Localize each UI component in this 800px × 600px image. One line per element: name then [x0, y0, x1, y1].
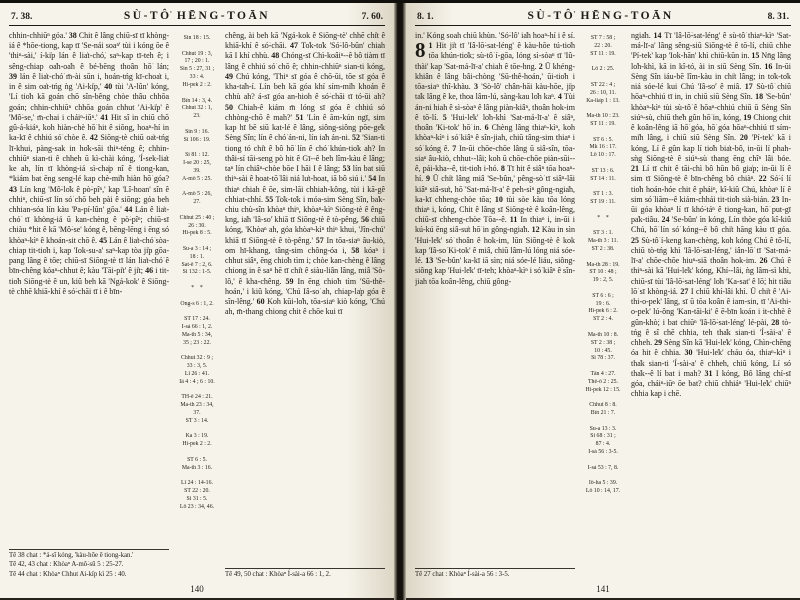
cross-reference: [174, 426, 220, 434]
cross-reference: ST 10 : 48 ;: [589, 269, 617, 276]
cross-reference: Sin 18 : 15.: [183, 35, 211, 41]
cross-reference: 19 : 6.: [595, 300, 611, 307]
verse-text: Chèng lâng thiaⁿ-kìⁿ, koh khòaⁿ-kìⁿ i só͘ kiâⁿ ê sîn-jiah, chiū tâng-sim thiaⁿ i só͘ kóng ê.: [415, 123, 575, 153]
cross-reference: [174, 207, 220, 215]
scripture-column-2: [631, 31, 791, 581]
cross-reference: [580, 183, 626, 191]
verse-text: i tit-tio̍h Siōng-tè ê un, kiû beh kā 'Ngá-kok' ê Siōng-tè chhē khiā-khí ê só͘-chāi tī i ê bīn-: [9, 266, 169, 296]
left-page: [0, 3, 394, 600]
cross-reference: 26 : 10, 11.: [589, 89, 617, 96]
cross-reference: Bîn 14 : 3, 4.: [181, 97, 213, 104]
verse-number: 18: [755, 92, 766, 102]
verse-number: 53: [342, 164, 353, 174]
cross-reference: [174, 473, 220, 481]
verse-number: 52: [352, 133, 363, 143]
cross-reference: Hi-pek 6 : 2.: [588, 308, 618, 315]
cross-reference: ST 2 : 4.: [593, 316, 613, 323]
verse-text: 'Sian-ti tiong tó chi̍t ê bô hō͘ lín ê chó͘ khún-tio̍k ah? In thâi-sí tāi-seng pò hit ê Gī--ê beh lîm-kàu ê lâng; taⁿ lín chiâⁿ-chòe bōe I hāi I ê lâng;: [225, 133, 385, 174]
cross-reference: Sin 5 : 27, 31 ;: [179, 66, 215, 73]
cross-reference: 87 : 4.: [595, 441, 611, 448]
footnote: Tē 49, 50 chat : Khòaⁿ Í-sài-a 66 : 1, 2.: [225, 571, 331, 579]
verse-number: 60: [256, 297, 268, 307]
cross-reference: Lō͘ 23 : 34, 46.: [179, 503, 215, 510]
verse-text: 'Se-bûn' khòaⁿ-kìⁿ tùi sù-tô͘ ê hōaⁿ-chhiú chiū ū Sèng Sîn siúⁿ-sù, chiū the̍h gûn hō͘ in, kóng,: [631, 92, 791, 122]
cross-reference: ST 11 : 19.: [590, 120, 616, 127]
verse-number: 28: [771, 317, 783, 327]
cross-reference: Iô-ha 5 : 39.: [588, 480, 618, 487]
cross-reference: [174, 43, 220, 51]
verse-text: Tī hit ê siâⁿ tōa hoaⁿ-hí.: [415, 164, 575, 184]
verse-text: Chú ê thiⁿ-sài kā 'Hui-le̍k' kóng, Khí--lâi, ǹg lâm-sì khì, chiū-sī tùi 'Iâ-lō͘-sat-léng' lo̍h 'Ka-sat' ê lō͘; hit tiâu lō͘ sī khòng-iá.: [631, 256, 791, 296]
cross-reference: Ma-th 5 : 34,: [181, 331, 213, 338]
cross-reference: [174, 121, 220, 129]
verse-number: 39: [9, 71, 20, 81]
verse-text: Sù-tô͘ í-keng kan-chèng, koh kóng Chú ê tō-lí, chiū tò-tńg khì 'Iâ-lō͘-sat-léng,' iân-lō͘ tī 'Sat-má-lī-a' chōe-chōe hiuⁿ-siā thoân hok-im.: [631, 235, 791, 266]
cross-reference: Si 31 : 5.: [186, 495, 208, 502]
footnote: Tē 27 chat : Khòaⁿ Í-sài-a 56 : 3-5.: [415, 571, 510, 579]
verse-text: Lí tī chit ê tāi-chì bô hūn bô gia̍p; in-ūi lí ê sim tī Siōng-tè ê bīn-chêng bô chiàⁿ.: [631, 164, 791, 184]
verse-number: 4: [557, 92, 564, 102]
page-number: 140: [190, 584, 204, 594]
page-body: [9, 31, 385, 581]
verse-text: 'Lín ê ām-kún ngī, sim kap hī bē siū kat-lé ê lâng, siông-siông pōe-ge̍k Sèng Sîn; lín ê chó͘ án-ni, lín ia̍h án-ni.: [225, 112, 385, 143]
verse-text: I chiū khí-lâi khì. Ū chi̍t ê 'Ai-thi-o-pek' lâng, sī ū tōa koân ê iam-sin, tī 'Ai-thi-o-pek' lú-ông 'Kan-tāi-ki' ê ē-bīn koán i it-chhè ê gûn-khò͘; i bat chiūⁿ 'Iâ-lō͘-sat-léng' lé-pài,: [631, 286, 791, 327]
cross-reference: A-mô͘ 5 : 25.: [182, 175, 212, 182]
cross-reference: [174, 277, 220, 285]
cross-reference: 26 : 30.: [188, 222, 206, 229]
header-verse-ref-right: 7. 60.: [361, 12, 383, 22]
cross-reference: ST 1 : 3.: [593, 191, 613, 198]
cross-reference: 33 : 3, 5.: [186, 363, 208, 370]
cross-reference: 10 : 45.: [594, 347, 612, 354]
verse-text: In-ūi Sèng Sîn iáu-bē lîm-kàu in chi̍t lâng; in to̍k-to̍k niá sóe-lé kui Chú 'Iâ-so͘' ê miâ.: [631, 61, 791, 92]
cross-reference: [174, 293, 220, 301]
cross-reference: Ma-th 28 : 19.: [586, 261, 620, 268]
cross-reference: Bîn 21 : 7.: [590, 410, 616, 416]
cross-reference: 19 : 2, 5.: [592, 277, 614, 284]
verse-text: 'Pí-tek' kā i kóng, Lí ê gûn kap lí tio̍h bia̍t-bô, in-ūi lí phah-sǹg Siōng-tè ê siúⁿ-sù thang ēng chîⁿ lâi bóe.: [631, 133, 791, 163]
cross-reference: [580, 254, 626, 262]
verse-text: Nn̄g lâng lo̍h-khì, kā in kî-tó, ài in siū Sèng Sîn.: [631, 51, 791, 71]
cross-reference: ST 19 : 11.: [590, 199, 616, 206]
verse-text: lán ê lia̍t-chó͘ m̄-ài sūn i, hoán-tńg kī-choa̍t i, in ê sim oa̍t-tńg ǹg 'Ai-ki̍p,': [9, 71, 169, 92]
cross-reference: 23.: [193, 113, 201, 120]
cross-reference: [580, 324, 626, 332]
cross-reference: [174, 183, 220, 191]
verse-text: tò-tńg ê sî chē chhia, teh tha̍k sian-ti 'Í-sài-a' ê chheh.: [631, 317, 791, 348]
header-verse-ref-left: 7. 38.: [11, 12, 33, 22]
verse-text: chêng, ài beh kā 'Ngá-kok ê Siōng-tè' chhē chi̍t ê khiā-khí ê só͘-chāi.: [225, 31, 385, 51]
verse-text: In-ūi chōe-chōe lâng ū siâ-sîn, tōa-siaⁿ âu-kiò, chhut--lâi; koh ū chōe-chōe piàn-sūi--ê, pái-kha--ê, tit-tio̍h i-hó.: [415, 143, 575, 174]
verse-text: Ū chi̍t lâng miâ 'Se-bûn,' pêng-sò͘ tī siâⁿ-lāi kiâⁿ siâ-su̍t, hō͘ 'Sat-má-lī-a' ê peh-sìⁿ gông-ngia̍h, ka-kī chheng-chòe tōa;: [415, 174, 575, 204]
cross-reference: Sat-ē 7 : 2, 6.: [181, 261, 213, 268]
cross-reference: [174, 348, 220, 356]
cross-reference: ST 13 : 6.: [591, 167, 615, 174]
cross-reference: Ka-lia̍p 1 : 13.: [586, 97, 620, 104]
verse-number: 24: [661, 215, 672, 225]
cross-reference: Í-sà 56 : 3-5.: [588, 449, 618, 456]
cross-reference: ST 17 : 24.: [184, 316, 210, 323]
verse-text: In tōa-siaⁿ âu-kiò, om hī-khang, tâng-sim chông-óa i,: [225, 235, 385, 255]
cross-reference: Thê-ō 2 : 25.: [588, 378, 618, 385]
verse-text: kóaⁿ i chhut siâⁿ, ēng chio̍h tìm i; chòe kan-chèng ê lâng chiong in ê saⁿ hē tī chi̍t ê siàu-liân lâng, miâ 'Sò-lô,' ê kha-chêng.: [225, 245, 385, 286]
cross-reference: ST 11 : 19.: [590, 50, 616, 57]
verse-number: 47: [289, 41, 302, 51]
verse-text: In ēng chio̍h tìm 'Sū-thê-hoán,' i kiû kóng, 'Chú Iâ-so͘ ah, chiap-la̍p góa ê sîn-lêng.': [225, 276, 385, 307]
verse-text: Lín kng 'Mô͘-lo̍k ê pò͘-pîⁿ,' kap 'Lî-hoan' sîn ê chhiⁿ, chiū-sī lín só͘ chō beh pài ê siōng; góa beh chhian-sóa lín kàu 'Pa-pí-lûn' gōa.': [9, 184, 169, 214]
header-verse-ref-left: 8. 1.: [417, 12, 434, 22]
cross-reference: 22 : 20.: [594, 42, 612, 49]
cross-reference: [580, 285, 626, 293]
verse-text: Kàu in sìn 'Hui-le̍k' só͘ thoân ê hok-im, lūn Siōng-tè ê kok kap 'Iâ-so͘ Ki-tok' ê miâ, chiū lâm-lú lóng niá sóe-lé.: [415, 225, 575, 266]
scripture-column-2: [225, 31, 385, 581]
footnote: Tē 44 chat : Khòaⁿ Chhut Ai-ki̍p kì 25 : 40.: [9, 571, 127, 579]
verse-text: Koh kūi-lo̍h, tōa-siaⁿ kiò kóng, 'Chú ah, m̄-thang chiong chit ê chōe kui tī: [225, 297, 385, 317]
verse-text: Lán ê lia̍t-chó͘ tī khòng-iá ū kan-chèng ê pò͘-pîⁿ; chiū-sī chiàu *hit ê kā 'Mô͘-se' kóng ê, bēng-lēng i ēng só͘ khòaⁿ-kìⁿ ê khoán-sit chō ê.: [9, 204, 169, 245]
verse-number: 9: [425, 174, 433, 184]
cross-reference: Hi-pek 8 : 5.: [182, 230, 212, 237]
cross-reference: Ka 3 : 19.: [185, 433, 209, 440]
book-gutter: [394, 3, 406, 600]
verse-text: 'Se-bûn' ka-kī iā sìn; niá sóe-lé liáu, siông-siông kap 'Hui-le̍k' tī-teh; khòaⁿ-kìⁿ i só͘ kiâⁿ ê sîn-jiah tōa koân-lêng, chiū gông-: [415, 256, 575, 286]
verse-number: 41: [100, 112, 112, 122]
cross-reference: [580, 207, 626, 215]
verse-number: 50: [225, 102, 238, 112]
cross-reference: ST 2 : 38 ;: [590, 339, 616, 346]
footnote: Tē 42, 43 chat : Khòaⁿ A-mô͘-sū 5 : 25-27.: [9, 561, 124, 569]
cross-reference: Sin 9 : 16.: [185, 128, 209, 135]
verse-number: 2: [538, 61, 545, 71]
cross-reference: ST 2 : 38.: [591, 245, 615, 252]
verse-number: 6: [484, 123, 492, 133]
cross-reference: Chhut 32 : 9 ;: [181, 355, 213, 362]
verse-text: Hit ji̍t tī 'Iâ-lō͘-sat-léng' ê kàu-hōe tú-tio̍h tōa khún-tio̍k; sù-tô͘ í-gōa, lóng sì-sòaⁿ tī 'Iû-thài' kap 'Sat-má-lī-a' chiah ê tōe-hng.: [415, 41, 575, 71]
page-header: [415, 8, 791, 26]
verse-text: Hit sî in chiū chō gû-á-kiáⁿ, koh hiàn-chè hō͘ hit ê siōng, hoaⁿ-hí in ka-kī ê chhiú só͘ chòe ê.: [9, 112, 169, 143]
cross-reference: Su-a 3 : 14 ;: [182, 245, 212, 252]
verse-text: Só͘-í lí tio̍h hoán-hóe chit ê pháiⁿ, kî-kiû Chú, khòaⁿ lí ê sim só͘ liām--ê kiám-chhái tit-tio̍h sià-bián.: [631, 174, 791, 204]
cross-reference: [580, 363, 626, 371]
chapter-drop-cap: 8: [415, 38, 426, 63]
verse-text: ngia̍h.: [631, 31, 654, 40]
cross-reference: [580, 129, 626, 137]
verse-text-flow: [9, 31, 169, 546]
cross-reference: ST 3 : 14.: [185, 417, 209, 424]
running-title: SÙ-TÔ͘ HĒNG-TOĀN: [123, 10, 271, 22]
cross-reference: Lī 26 : 41.: [184, 370, 210, 377]
verse-number: 7: [452, 143, 460, 153]
verse-number: 17: [744, 82, 757, 92]
cross-reference: Lô 10 : 14, 17.: [585, 488, 621, 495]
verse-text-flow: [225, 31, 385, 565]
verse-text: 'Hui-le̍k' cháu óa, thiaⁿ-kìⁿ i tha̍k sian-ti 'Í-sài-a' ê chheh, chiū kóng, Lí só͘ tha̍k--ê lí bat i mah?: [631, 348, 791, 378]
header-verse-ref-right: 8. 31.: [767, 12, 789, 22]
verse-text: tùi 'A-lûn' kóng, 'Lí tio̍h kā goán chō sîn-bêng chòe thâu chhōa goán; chhin-chhiūⁿ chhōa goán chhut 'Ai-ki̍p' ê 'Mô͘-se,' m̄-chai i cháiⁿ-iūⁿ.': [9, 82, 169, 122]
cross-reference: [580, 160, 626, 168]
verse-number: 25: [631, 235, 642, 245]
footnote-block: [9, 549, 169, 581]
cross-reference: Ma-th 10 : 23.: [586, 113, 620, 120]
cross-reference: Ma-th 10 : 8.: [587, 331, 619, 338]
verse-number: 16: [764, 61, 776, 71]
cross-reference: Mk 16 : 17.: [589, 144, 617, 151]
verse-text: To̍k-to̍k i móa-sim Sèng Sîn, ba̍k-chiu chù-sîn khòaⁿ thiⁿ, khòaⁿ-kìⁿ Siōng-tè ê êng-kng, ia̍h 'Iâ-so͘' khiā tī Siōng-tè ê tò-pêng,: [225, 194, 385, 225]
verse-text: Tùi án-ni hiah ê sì-sòaⁿ ê lâng piàn-kiâⁿ, thoân hok-im ê tō-lí.: [415, 92, 575, 122]
cross-reference: 27.: [193, 199, 201, 206]
verse-text: Chiong chit ê koân-lêng iā hō͘ góa, hō͘ góa hōaⁿ-chhiú tī sím-mi̍h lâng, i chiū siū Sèng Sîn.: [631, 112, 791, 143]
verse-number: 45: [99, 235, 110, 245]
verse-text: 'Se-bûn' ìn kóng, Lín thòe góa kî-kiû Chú, hō͘ lín só͘ kóng--ê bô chi̍t hāng kàu tī góa.: [631, 215, 791, 235]
cross-reference: [580, 418, 626, 426]
cross-reference: [580, 223, 626, 231]
verse-number: 57: [315, 235, 327, 245]
scripture-column-1: [415, 31, 575, 581]
cross-reference: ST 6 : 5.: [187, 456, 207, 463]
cross-reference: [580, 58, 626, 66]
cross-reference: Chhut 25 : 40 ;: [179, 214, 215, 221]
verse-number: 43: [9, 184, 20, 194]
verse-number: 3: [474, 82, 482, 92]
verse-text: tùi sòe kàu tōa lóng thiaⁿ i, kóng, Chit ê lâng sī Siōng-tè ê koân-lêng, chiū-sī chheng-chòe Tōa--ê.: [415, 194, 575, 225]
cross-reference: Si 81 : 12.: [185, 152, 209, 159]
verse-text: I kóng, Bô lâng chí-sī góa, cháiⁿ-iūⁿ ōe bat? chiū chhiáⁿ 'Hui-le̍k' chiūⁿ chhia kap i chē.: [631, 368, 791, 399]
cross-reference: Lō͘ 10 : 17.: [590, 152, 616, 159]
verse-number: 20: [739, 133, 752, 143]
cross-reference: Í-sà 66 : 1, 2.: [181, 324, 213, 331]
verse-number: 55: [265, 194, 276, 204]
cross-reference: Hi-pek 2 : 2.: [182, 441, 212, 448]
verse-number: 56: [360, 215, 372, 225]
cross-reference: Lō͘ 2 : 25.: [591, 66, 615, 73]
verse-text: Lán ê lia̍t-chó͘ sòa-chiap tit-tio̍h i, kap 'Iok-su-a' saⁿ-kap tòa ji̍p gōa-pang lâng ê tōe; chiū-sī Siōng-tè tī lán lia̍t-chó͘ ê bīn-chêng kóaⁿ-chhut ê; kàu 'Tāi-pi̍t' ê ji̍t;: [9, 235, 169, 276]
verse-text: In thiaⁿ chiah ê ōe, sim-lāi chhiah-kông, tùi i kā-gê chhiat-chhí.: [225, 174, 385, 204]
cross-reference: 17 ; 20 : 1.: [184, 58, 210, 65]
cross-reference-column: [580, 31, 626, 581]
cross-reference: Su-a 13 : 3.: [589, 425, 617, 432]
page-number: 141: [596, 584, 610, 594]
verse-number: 27: [680, 286, 691, 296]
cross-reference: ST 22 : 4 ;: [590, 81, 616, 88]
verse-number: 19: [743, 112, 754, 122]
cross-reference: * *: [597, 214, 609, 221]
verse-text: In-ūi góa khòaⁿ lí tī khó͘-táⁿ ê tiong-kan, hō͘ put-gī pa̍k-tiâu.: [631, 194, 791, 225]
cross-reference: ST 6 : 5.: [593, 136, 613, 143]
verse-text-flow: [415, 31, 575, 565]
verse-number: 12: [531, 225, 542, 235]
cross-reference: Í-se 20 : 25,: [183, 160, 211, 166]
verse-number: 15: [751, 51, 762, 61]
cross-reference: ST 7 : 58 ;: [590, 35, 616, 41]
verse-number: 10: [494, 194, 507, 204]
verse-text: Chit ê lâng chiū-sī tī khòng-iá ê *hōe-tiong, kap tī 'Se-nái soaⁿ' tùi i kóng ōe ê 'thiⁿ-sài,' í-ki̍p lán ê lia̍t-chó͘, saⁿ-kap tī-teh ê; i sêng-chiap oa̍h-oa̍h ê bé-bēng thoân hō͘ lán;: [9, 31, 169, 71]
verse-number: 49: [225, 71, 236, 81]
cross-reference: Si 132 : 1-5.: [182, 269, 212, 276]
cross-reference: [174, 308, 220, 316]
cross-reference: Si 106 : 19.: [183, 136, 211, 143]
verse-text-flow: [631, 31, 791, 581]
cross-reference: 39.: [193, 167, 201, 174]
verse-text: Tī 'Iâ-lō͘-sat-léng' ê sù-tô͘ thiaⁿ-kìⁿ 'Sat-má-lī-a' lâng sêng-siū Siōng-tè ê tō-lí, chiū chhe 'Pí-tek' kap 'Iok-hān' khì chiū-kūn in.: [631, 31, 791, 61]
cross-reference: 18 : 1.: [189, 253, 205, 260]
verse-text: in.' Kóng soah chiū khùn. 'Só͘-lô' ia̍h hoaⁿ-hí i ê sí.: [415, 31, 575, 40]
cross-reference: [174, 449, 220, 457]
cross-reference: Chhut 32 : 1,: [181, 105, 213, 112]
cross-reference: A-mô͘ 5 : 26,: [182, 191, 212, 198]
cross-reference: Chhut 8 : 8.: [589, 402, 617, 409]
verse-number: 11: [509, 215, 521, 225]
verse-text: Chú kóng, 'Thiⁿ sī góa ê chō-ūi, tōe sī góa ê kha-ta̍h-í. Lín beh kā góa khí sím-mi̍h khoán ê chhù ah? á-sī góa an-hioh ê só͘-chāi tī tó-ūi ah?: [225, 71, 385, 102]
cross-reference: [580, 457, 626, 465]
verse-number: 8: [500, 164, 508, 174]
running-title: SÙ-TÔ͘ HĒNG-TOĀN: [527, 10, 674, 22]
verse-number: 14: [653, 31, 665, 40]
verse-number: 29: [654, 338, 665, 348]
verse-text: chhin-chhiūⁿ góa.': [9, 31, 69, 40]
verse-text: Sèng Sîn kā 'Hui-le̍k' kóng, Chìn-chêng óa hit ê chhia.: [631, 338, 791, 358]
right-page: [406, 3, 800, 600]
verse-number: 40: [104, 82, 116, 92]
cross-reference: [580, 473, 626, 481]
cross-reference: Iâ 4 : 4 ; 6 : 10.: [179, 378, 215, 385]
cross-reference: 33 : 4.: [189, 74, 205, 81]
cross-reference: Ma-th 3 : 16.: [181, 464, 213, 471]
cross-reference: ST 6 : 6 ;: [592, 292, 614, 299]
verse-number: 30: [684, 348, 697, 358]
verse-number: 44: [124, 204, 135, 214]
cross-reference-column: [174, 31, 220, 581]
cross-reference: Si 78 : 37.: [591, 355, 615, 362]
verse-number: 22: [758, 174, 770, 184]
verse-number: 54: [368, 174, 379, 184]
cross-reference: Í-sà 53 : 7, 8.: [587, 464, 619, 471]
verse-text: Siōng-tè chiū oa̍t-tńg lī-khui, pàng-sak in ho̍k-sāi thiⁿ-téng ê; chhin-chhiūⁿ sian-ti ê chheh ū kì-chài kóng, 'Í-sek-lia̍t ke ah, lín tī khòng-iá sì-cha̍p nî ê tiong-kan, *kiám bat ēng seng-lé kap chè-mi̍h hiàn hō͘ góa?: [9, 133, 169, 184]
verse-text: Ū khéng-khiân ê lâng bâi-chòng 'Sū-thê-hoán,' ūi-tio̍h i tōa-siaⁿ thî-khàu.: [415, 61, 575, 92]
cross-reference: [580, 105, 626, 113]
verse-text: Chiah-ê kiám m̄ lóng sī góa ê chhiú só͘ chhòng-chō ê mah?': [225, 102, 385, 122]
cross-reference: Hi-pek 2 : 2.: [182, 81, 212, 88]
cross-reference: [580, 394, 626, 402]
scripture-column-1: [9, 31, 169, 581]
verse-text: 'Hui-le̍k' lo̍h-khì 'Sat-má-lī-a' ê siâⁿ, thoân 'Ki-tok' hō͘ in.: [415, 112, 575, 133]
cross-reference: 35 ; 23 : 22.: [183, 339, 211, 346]
verse-text: Chóng-sī Chì-koâiⁿ--ê bô tiàm tī lâng ê chhiú só͘ chō ê; chhin-chhiūⁿ sian-ti kóng,: [225, 51, 385, 71]
cross-reference: ST 3 : 1.: [593, 230, 613, 237]
cross-reference: [174, 238, 220, 246]
cross-reference: [580, 74, 626, 82]
verse-text: 'Sò-lô' chân-hāi kàu-hōe, ji̍p ta̍k lâng ê ke, thoa lâm-lú, sàng-kau lo̍h kaⁿ.: [415, 82, 575, 102]
page-header: [9, 8, 385, 26]
cross-reference: * *: [191, 285, 203, 291]
cross-reference: Si 68 : 31 ;: [590, 433, 616, 440]
verse-number: 58: [351, 245, 364, 255]
verse-number: 26: [759, 256, 771, 266]
cross-reference: [174, 144, 220, 152]
verse-number: 59: [285, 276, 298, 286]
verse-text: Sù-tô͘ chiū hōaⁿ-chhiú tī in, in chiū siū Sèng Sîn.: [631, 82, 791, 102]
verse-number: 48: [271, 51, 282, 61]
verse-number: 46: [145, 266, 156, 276]
cross-reference: ST 22 : 20.: [184, 488, 210, 495]
cross-reference: Chhut 19 : 3,: [181, 50, 213, 57]
verse-text: lín bat siū thiⁿ-sài ê hoat-tō͘ lâi niá lu̍t-hoat, iā bô siú i.': [225, 164, 385, 184]
cross-reference: Tān 4 : 27.: [590, 370, 616, 377]
cross-reference: [174, 387, 220, 395]
verse-number: 1: [428, 41, 437, 51]
verse-number: 38: [68, 31, 79, 40]
cross-reference: Hi-pek 12 : 15.: [585, 386, 621, 393]
verse-text: In thiaⁿ i, in-ūi i kú-kú ēng siâ-su̍t hō͘ in gông-ngia̍h.: [415, 215, 575, 235]
verse-number: 31: [704, 368, 716, 378]
page-body: [415, 31, 791, 581]
cross-reference: [174, 90, 220, 98]
verse-number: 13: [425, 256, 436, 266]
verse-number: 42: [89, 133, 101, 143]
verse-number: 21: [631, 164, 643, 174]
verse-text: chiū kóng, 'Khòaⁿ ah, góa khòaⁿ-kìⁿ thiⁿ khui, 'Jîn-chú' khiā tī Siōng-tè ê tò-pêng.': [225, 215, 385, 245]
verse-number: 23: [771, 194, 782, 204]
footnote-block: [225, 568, 385, 581]
footnote-block: [415, 568, 575, 581]
cross-reference: Ma-th 23 : 34,: [180, 402, 214, 409]
footnote: Tē 38 chat : *á-sī kóng, 'kàu-hōe ê tiong-kan.': [9, 551, 134, 559]
verse-number: 5: [442, 112, 452, 122]
cross-reference: Ông-s 6 : 1, 2.: [180, 300, 214, 307]
cross-reference: ST 14 : 11.: [590, 175, 616, 182]
verse-text: To̍k-to̍k 'Só͘-lô-bûn' chiah kā I khí chhù.: [225, 41, 385, 61]
verse-number: 51: [295, 112, 307, 122]
cross-reference: 37.: [193, 410, 201, 416]
cross-reference: Ma-th 3 : 11.: [587, 238, 619, 245]
cross-reference: Lī 24 : 14-16.: [181, 480, 213, 487]
cross-reference: TH-ē 24 : 21.: [181, 394, 213, 401]
